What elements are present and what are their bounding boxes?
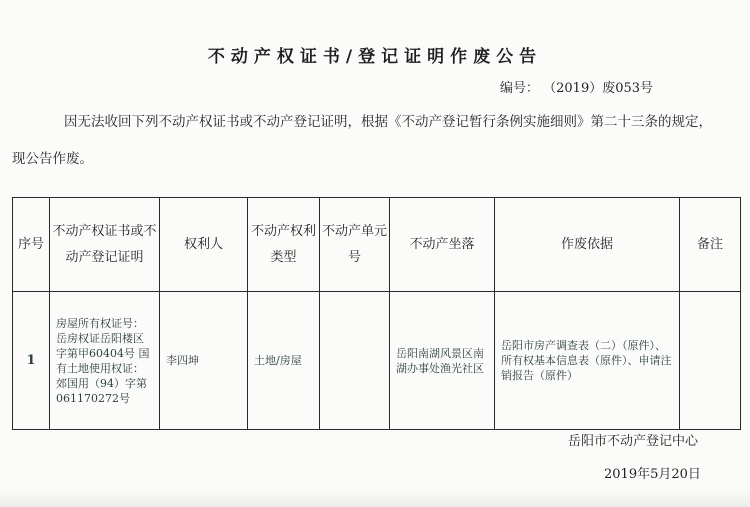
issuing-organization: 岳阳市不动产登记中心 <box>568 434 699 449</box>
header-location: 不动产坐落 <box>390 198 495 292</box>
header-holder: 权利人 <box>160 198 248 292</box>
document-number: 编号： （2019）废053号 <box>500 81 654 96</box>
header-seq: 序号 <box>13 198 50 292</box>
cell-location: 岳阳南湖风景区南湖办事处渔光社区 <box>390 292 495 430</box>
scan-shadow <box>0 489 750 507</box>
table-row <box>13 292 741 430</box>
void-certificate-table <box>12 197 741 430</box>
header-unit: 不动产单元号 <box>320 198 390 292</box>
cell-seq: 1 <box>13 292 50 430</box>
header-right-type: 不动产权利类型 <box>248 198 320 292</box>
header-remark: 备注 <box>680 198 741 292</box>
cell-basis: 岳阳市房产调查表（二）（原件）、所有权基本信息表（原件）、申请注销报告（原件） <box>495 292 680 430</box>
page-title: 不动产权证书/登记证明作废公告 <box>207 47 543 67</box>
issue-date: 2019年5月20日 <box>604 467 701 482</box>
header-cert: 不动产权证书或不动产登记证明 <box>50 198 160 292</box>
cell-unit <box>320 292 390 430</box>
cell-right-type: 土地/房屋 <box>248 292 320 430</box>
cell-remark <box>680 292 741 430</box>
header-basis: 作废依据 <box>495 198 680 292</box>
announcement-paragraph: 因无法收回下列不动产权证书或不动产登记证明，根据《不动产登记暂行条例实施细则》第二十三条的规定，现公告作废。 <box>12 114 712 167</box>
table-header-row <box>13 198 741 292</box>
cell-cert: 房屋所有权证号：岳房权证岳阳楼区字第甲60404号 国有土地使用权证：郊国用（94）字第061170272号 <box>50 292 160 430</box>
cell-holder: 李四坤 <box>160 292 248 430</box>
